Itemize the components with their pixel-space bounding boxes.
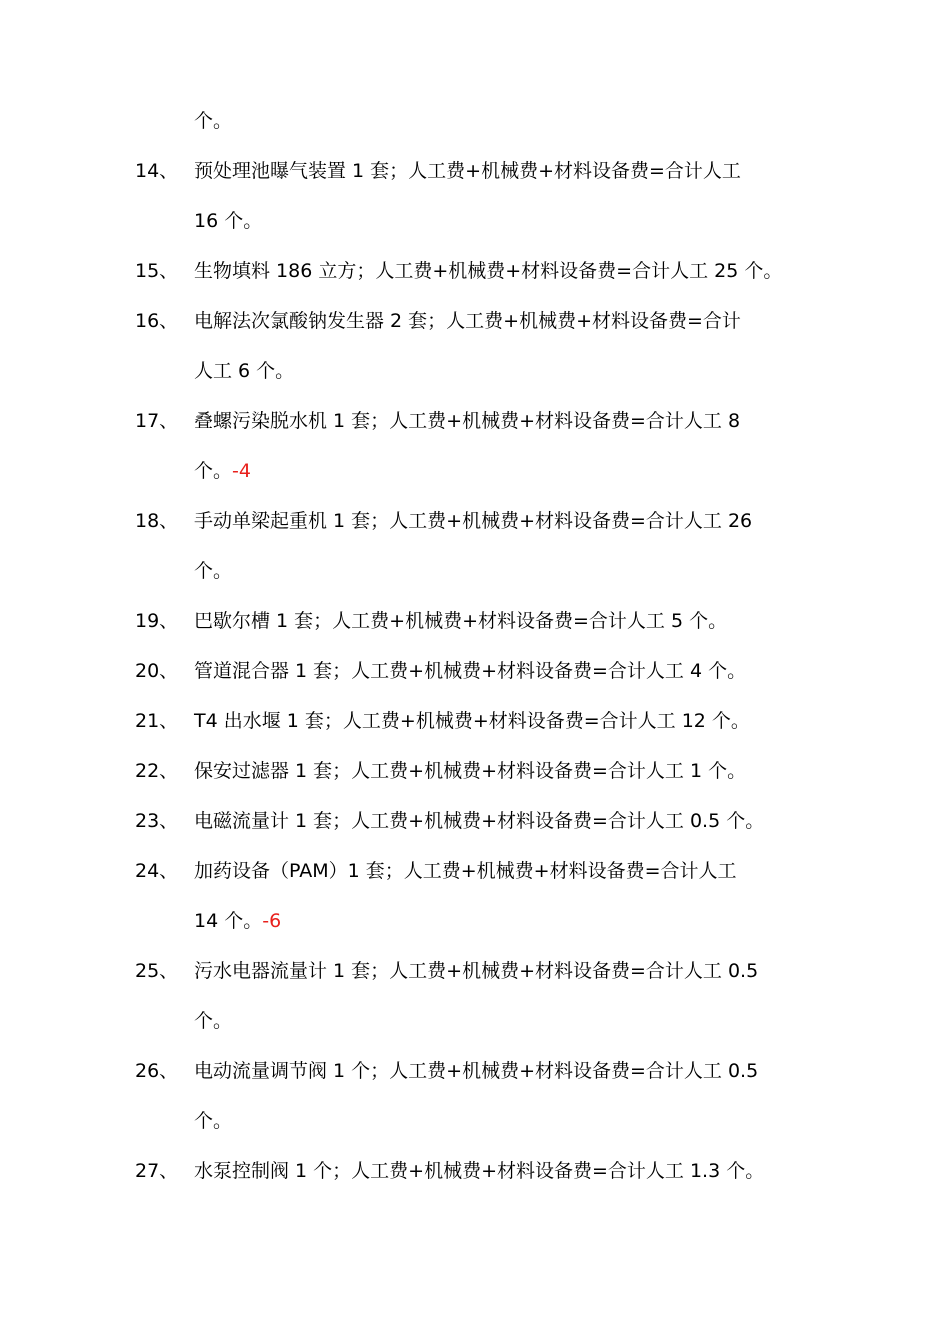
item-number: 20、: [135, 660, 179, 682]
item-text-body: 电动流量调节阀 1 个；人工费+机械费+材料设备费=合计人工 0.5: [194, 1060, 759, 1082]
item-text-body: 手动单梁起重机 1 套；人工费+机械费+材料设备费=合计人工 26: [194, 510, 753, 532]
list-item: [0, 958, 950, 984]
list-item-continuation: [0, 1008, 950, 1034]
item-text: [194, 408, 740, 434]
list-item-continuation: [0, 558, 950, 584]
red-annotation: -4: [232, 460, 251, 482]
list-item: [0, 508, 950, 534]
item-text: [194, 1158, 764, 1184]
item-text: [194, 208, 262, 234]
list-item: [0, 408, 950, 434]
item-text: [194, 858, 737, 884]
item-text-body: 生物填料 186 立方；人工费+机械费+材料设备费=合计人工 25 个。: [194, 260, 783, 282]
item-text-body: 个。: [194, 1110, 233, 1132]
item-text: [194, 258, 782, 284]
item-text: [194, 608, 727, 634]
item-text: [194, 458, 251, 484]
list-item: [0, 858, 950, 884]
list-item: [0, 158, 950, 184]
item-text-body: 叠螺污染脱水机 1 套；人工费+机械费+材料设备费=合计人工 8: [194, 410, 741, 432]
item-text-body: 14 个。: [194, 910, 263, 932]
item-text-body: 保安过滤器 1 套；人工费+机械费+材料设备费=合计人工 1 个。: [194, 760, 747, 782]
item-number: 26、: [135, 1060, 179, 1082]
item-text-body: 个。: [194, 110, 233, 132]
item-text-body: 个。: [194, 460, 233, 482]
list-item-continuation: [0, 108, 950, 134]
item-number: 18、: [135, 510, 179, 532]
item-number: 19、: [135, 610, 179, 632]
item-text-body: 16 个。: [194, 210, 263, 232]
list-item-continuation: [0, 1108, 950, 1134]
item-number: 27、: [135, 1160, 179, 1182]
item-text-body: 水泵控制阀 1 个；人工费+机械费+材料设备费=合计人工 1.3 个。: [194, 1160, 765, 1182]
item-text-body: 污水电器流量计 1 套；人工费+机械费+材料设备费=合计人工 0.5: [194, 960, 759, 982]
red-annotation: -6: [262, 910, 282, 932]
list-item: [0, 708, 950, 734]
item-text-body: 管道混合器 1 套；人工费+机械费+材料设备费=合计人工 4 个。: [194, 660, 747, 682]
list-item: [0, 658, 950, 684]
item-text: [194, 908, 281, 934]
list-item-continuation: [0, 358, 950, 384]
list-item: [0, 1058, 950, 1084]
item-text: [194, 708, 750, 734]
item-text: [194, 308, 741, 334]
item-number: 17、: [135, 410, 179, 432]
item-number: 15、: [135, 260, 179, 282]
item-number: 14、: [135, 160, 179, 182]
list-item: [0, 1158, 950, 1184]
list-item: [0, 758, 950, 784]
item-text-body: T4 出水堰 1 套；人工费+机械费+材料设备费=合计人工 12 个。: [194, 710, 750, 732]
item-text: [194, 1058, 758, 1084]
list-item-continuation: [0, 208, 950, 234]
item-text: [194, 758, 746, 784]
list-item: [0, 258, 950, 284]
item-text: [194, 1108, 232, 1134]
item-text-body: 加药设备（PAM）1 套；人工费+机械费+材料设备费=合计人工: [194, 860, 737, 882]
list-item: [0, 808, 950, 834]
item-number: 25、: [135, 960, 179, 982]
item-number: 16、: [135, 310, 179, 332]
item-text: [194, 808, 764, 834]
item-text-body: 电磁流量计 1 套；人工费+机械费+材料设备费=合计人工 0.5 个。: [194, 810, 765, 832]
item-text-body: 个。: [194, 1010, 233, 1032]
item-text: [194, 508, 752, 534]
item-number: 21、: [135, 710, 179, 732]
item-text: [194, 958, 758, 984]
item-text-body: 预处理池曝气装置 1 套；人工费+机械费+材料设备费=合计人工: [194, 160, 741, 182]
item-text: [194, 358, 294, 384]
item-text-body: 人工 6 个。: [194, 360, 295, 382]
list-item: [0, 308, 950, 334]
item-text: [194, 158, 741, 184]
item-text-body: 个。: [194, 560, 233, 582]
item-text-body: 电解法次氯酸钠发生器 2 套；人工费+机械费+材料设备费=合计: [194, 310, 741, 332]
item-text: [194, 558, 232, 584]
item-number: 22、: [135, 760, 179, 782]
item-text: [194, 658, 746, 684]
item-text: [194, 1008, 232, 1034]
item-number: 23、: [135, 810, 179, 832]
item-text-body: 巴歇尔槽 1 套；人工费+机械费+材料设备费=合计人工 5 个。: [194, 610, 728, 632]
list-item-continuation: [0, 458, 950, 484]
item-text: [194, 108, 232, 134]
list-item: [0, 608, 950, 634]
list-item-continuation: [0, 908, 950, 934]
item-number: 24、: [135, 860, 179, 882]
